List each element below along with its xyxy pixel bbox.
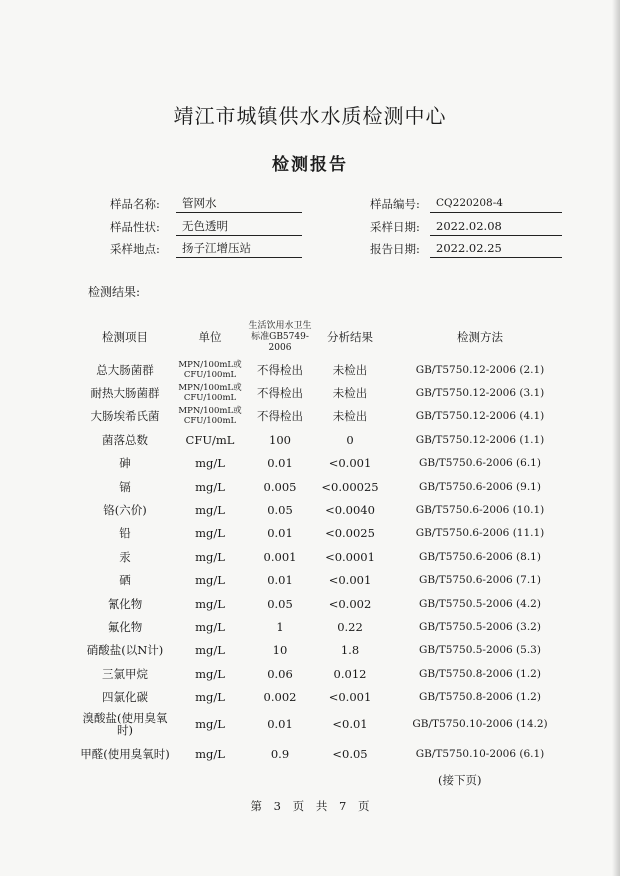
cell-item: 铅	[119, 526, 131, 541]
cell-method: GB/T5750.12-2006 (1.1)	[415, 433, 545, 446]
cell-standard: 0.001	[263, 549, 297, 564]
table-row	[75, 545, 575, 568]
cell-method: GB/T5750.5-2006 (5.3)	[419, 644, 541, 657]
cell-item: 甲醛(使用臭氧时)	[80, 746, 170, 761]
cell-standard: 0.9	[270, 746, 290, 761]
cell-method: GB/T5750.6-2006 (8.1)	[419, 550, 541, 563]
cell-method: GB/T5750.12-2006 (4.1)	[415, 410, 545, 423]
cell-method: GB/T5750.5-2006 (4.2)	[419, 597, 541, 610]
cell-unit: MPN/100mL或CFU/100mL	[178, 406, 242, 427]
header-result: 分析结果	[327, 330, 373, 344]
cell-standard: 不得检出	[257, 386, 303, 401]
sample-character-label: 样品性状:	[110, 220, 160, 234]
cell-standard: 1	[276, 619, 284, 634]
cell-result: 0.22	[337, 619, 363, 634]
cell-result: <0.01	[332, 716, 368, 731]
cell-standard: 0.05	[267, 596, 293, 611]
table-row	[75, 662, 575, 685]
cell-standard: 不得检出	[257, 362, 303, 377]
cell-item: 砷	[119, 456, 131, 471]
page-edge-shadow	[612, 0, 620, 876]
cell-method: GB/T5750.6-2006 (10.1)	[415, 504, 545, 517]
sampling-date-value: 2022.02.08	[430, 219, 562, 236]
cell-item: 镉	[119, 479, 131, 494]
table-row	[75, 522, 575, 545]
report-date-label: 报告日期:	[370, 242, 420, 256]
cell-item: 溴酸盐(使用臭氧时)	[82, 710, 168, 737]
table-row	[75, 428, 575, 451]
cell-standard: 10	[272, 643, 288, 658]
cell-result: <0.05	[332, 746, 368, 761]
cell-unit: mg/L	[195, 526, 225, 541]
cell-unit: mg/L	[195, 716, 225, 731]
cell-unit: mg/L	[195, 479, 225, 494]
report-date-value: 2022.02.25	[430, 241, 562, 258]
table-row	[75, 592, 575, 615]
organization-title: 靖江市城镇供水水质检测中心	[173, 104, 447, 128]
cell-unit: MPN/100mL或CFU/100mL	[178, 383, 242, 404]
table-row	[75, 685, 575, 708]
cell-unit: mg/L	[195, 503, 225, 518]
cell-method: GB/T5750.6-2006 (9.1)	[419, 480, 541, 493]
cell-unit: MPN/100mL或CFU/100mL	[178, 359, 242, 380]
cell-standard: 0.06	[267, 666, 293, 681]
sampling-location-value: 扬子江增压站	[176, 241, 302, 258]
cell-unit: mg/L	[195, 456, 225, 471]
table-row	[75, 569, 575, 592]
table-row	[75, 475, 575, 498]
sampling-date-label: 采样日期:	[370, 220, 420, 234]
cell-result: 未检出	[332, 409, 368, 424]
cell-method: GB/T5750.6-2006 (6.1)	[419, 457, 541, 470]
cell-item: 氰化物	[107, 596, 143, 611]
sample-id-value: CQ220208-4	[430, 196, 562, 213]
table-row	[75, 615, 575, 638]
cell-method: GB/T5750.8-2006 (1.2)	[419, 691, 541, 704]
cell-result: <0.002	[328, 596, 372, 611]
cell-method: GB/T5750.12-2006 (2.1)	[415, 363, 545, 376]
cell-item: 三氯甲烷	[102, 666, 148, 681]
continued-note: (接下页)	[438, 773, 482, 787]
table-row	[75, 709, 575, 739]
cell-method: GB/T5750.12-2006 (3.1)	[415, 387, 545, 400]
cell-item: 铬(六价)	[103, 503, 147, 518]
cell-method: GB/T5750.5-2006 (3.2)	[419, 620, 541, 633]
header-unit: 单位	[198, 330, 222, 344]
cell-result: 未检出	[332, 362, 368, 377]
table-row	[75, 639, 575, 662]
cell-item: 汞	[119, 549, 131, 564]
table-header-row	[75, 316, 575, 358]
cell-unit: CFU/mL	[185, 432, 235, 447]
table-row	[75, 405, 575, 428]
table-row	[75, 358, 575, 381]
cell-result: <0.001	[328, 690, 372, 705]
cell-standard: 100	[269, 432, 291, 447]
cell-item: 菌落总数	[102, 432, 148, 447]
table-row	[75, 452, 575, 475]
sample-name-value: 管网水	[176, 196, 302, 213]
cell-result: 0.012	[333, 666, 367, 681]
cell-result: 未检出	[332, 386, 368, 401]
cell-standard: 0.005	[263, 479, 297, 494]
cell-item: 大肠埃希氏菌	[90, 409, 160, 424]
sampling-location-label: 采样地点:	[110, 242, 160, 256]
cell-unit: mg/L	[195, 549, 225, 564]
cell-unit: mg/L	[195, 619, 225, 634]
results-section-label: 检测结果:	[88, 285, 141, 299]
cell-item: 耐热大肠菌群	[90, 386, 160, 401]
results-table	[75, 316, 575, 769]
cell-standard: 0.05	[267, 503, 293, 518]
table-row	[75, 381, 575, 404]
cell-method: GB/T5750.10-2006 (14.2)	[412, 717, 548, 730]
header-item: 检测项目	[102, 330, 148, 344]
cell-unit: mg/L	[195, 596, 225, 611]
cell-item: 四氯化碳	[102, 690, 148, 705]
cell-result: <0.0025	[325, 526, 375, 541]
page-number: 第 3 页 共 7 页	[250, 799, 370, 813]
cell-item: 总大肠菌群	[96, 362, 154, 377]
cell-standard: 0.01	[267, 456, 293, 471]
cell-standard: 0.01	[267, 716, 293, 731]
sample-name-label: 样品名称:	[110, 197, 160, 211]
cell-result: <0.0040	[325, 503, 375, 518]
cell-method: GB/T5750.6-2006 (11.1)	[415, 527, 545, 540]
cell-method: GB/T5750.10-2006 (6.1)	[415, 747, 545, 760]
cell-item: 氟化物	[107, 619, 143, 634]
cell-standard: 0.01	[267, 526, 293, 541]
cell-unit: mg/L	[195, 746, 225, 761]
cell-item: 硝酸盐(以N计)	[86, 643, 164, 658]
cell-item: 硒	[119, 573, 131, 588]
table-row	[75, 739, 575, 769]
cell-unit: mg/L	[195, 666, 225, 681]
cell-standard: 0.01	[267, 573, 293, 588]
report-title: 检测报告	[272, 155, 348, 175]
cell-result: <0.001	[328, 456, 372, 471]
cell-result: <0.0001	[325, 549, 375, 564]
cell-result: 1.8	[340, 643, 360, 658]
cell-standard: 不得检出	[257, 409, 303, 424]
table-row	[75, 498, 575, 521]
cell-unit: mg/L	[195, 690, 225, 705]
cell-method: GB/T5750.6-2006 (7.1)	[419, 574, 541, 587]
cell-result: <0.00025	[321, 479, 379, 494]
cell-unit: mg/L	[195, 643, 225, 658]
sample-character-value: 无色透明	[176, 219, 302, 236]
cell-standard: 0.002	[263, 690, 297, 705]
cell-result: <0.001	[328, 573, 372, 588]
header-method: 检测方法	[457, 330, 503, 344]
cell-result: 0	[346, 432, 354, 447]
cell-unit: mg/L	[195, 573, 225, 588]
header-standard: 生活饮用水卫生标准GB5749-2006	[248, 320, 312, 353]
sample-id-label: 样品编号:	[370, 197, 420, 211]
cell-method: GB/T5750.8-2006 (1.2)	[419, 667, 541, 680]
